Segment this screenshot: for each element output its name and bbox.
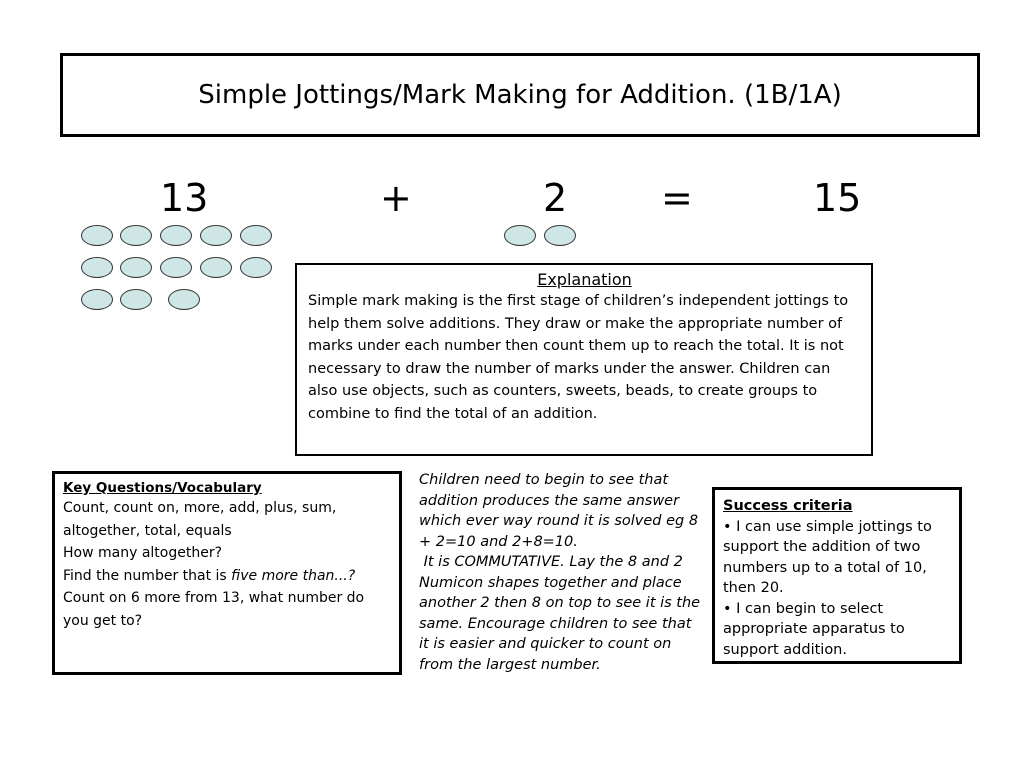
counter-mark bbox=[240, 225, 272, 246]
commutative-note-para1: Children need to begin to see that addition produces the same answer which ever way round it is solved eg 8 + 2=10 and 2+8=10. bbox=[419, 472, 699, 550]
counter-mark bbox=[160, 225, 192, 246]
question-five-more-italic: five more than...? bbox=[231, 567, 356, 584]
counter-mark bbox=[200, 257, 232, 278]
counter-mark bbox=[240, 257, 272, 278]
equation-plus-sign: + bbox=[380, 176, 412, 220]
explanation-heading: Explanation bbox=[537, 270, 632, 289]
counter-mark bbox=[120, 257, 152, 278]
page-title: Simple Jottings/Mark Making for Addition. (1B/1A) bbox=[198, 80, 842, 110]
counter-mark bbox=[120, 289, 152, 310]
counter-mark bbox=[200, 225, 232, 246]
question-count-on: Count on 6 more from 13, what number do you get to? bbox=[63, 590, 365, 629]
counter-mark bbox=[504, 225, 536, 246]
vocabulary-line: Count, count on, more, add, plus, sum, altogether, total, equals bbox=[63, 500, 337, 539]
key-questions-heading: Key Questions/Vocabulary bbox=[63, 480, 262, 496]
question-five-more-prefix: Find the number that is bbox=[63, 567, 232, 584]
counter-mark bbox=[160, 257, 192, 278]
title-box bbox=[60, 53, 980, 137]
commutative-note-para2: It is COMMUTATIVE. Lay the 8 and 2 Numicon shapes together and place another 2 then 8 on top to see it is the same. Encourage children to see that it is easier and quicker to count on from the largest number. bbox=[419, 554, 705, 673]
equation-result: 15 bbox=[813, 176, 862, 220]
key-questions-box bbox=[52, 471, 402, 675]
equation-first-number: 13 bbox=[160, 176, 209, 220]
counter-mark bbox=[81, 257, 113, 278]
counter-mark bbox=[81, 289, 113, 310]
question-how-many: How many altogether? bbox=[63, 545, 223, 561]
counter-mark bbox=[81, 225, 113, 246]
success-criteria-box bbox=[712, 487, 962, 664]
explanation-text: Simple mark making is the first stage of children’s independent jottings to help them solve additions. They draw or make the appropriate number of marks under each number then count them up to reach the total. It is not necessary to draw the number of marks under the answer. Children can also use objects, such as counters, sweets, beads, to create groups to combine to find the total of an addition. bbox=[308, 293, 849, 422]
counter-mark bbox=[120, 225, 152, 246]
success-criteria-item-1: • I can use simple jottings to support the addition of two numbers up to a total of 10, then 20. bbox=[723, 518, 932, 596]
success-criteria-item-2: • I can begin to select appropriate apparatus to support addition. bbox=[723, 600, 905, 658]
counter-mark bbox=[544, 225, 576, 246]
equation-equals-sign: = bbox=[661, 176, 693, 220]
commutative-note bbox=[419, 470, 705, 675]
equation-second-number: 2 bbox=[543, 176, 568, 220]
success-criteria-heading: Success criteria bbox=[723, 498, 853, 514]
explanation-box bbox=[295, 263, 873, 456]
question-five-more bbox=[63, 565, 391, 588]
counter-mark bbox=[168, 289, 200, 310]
